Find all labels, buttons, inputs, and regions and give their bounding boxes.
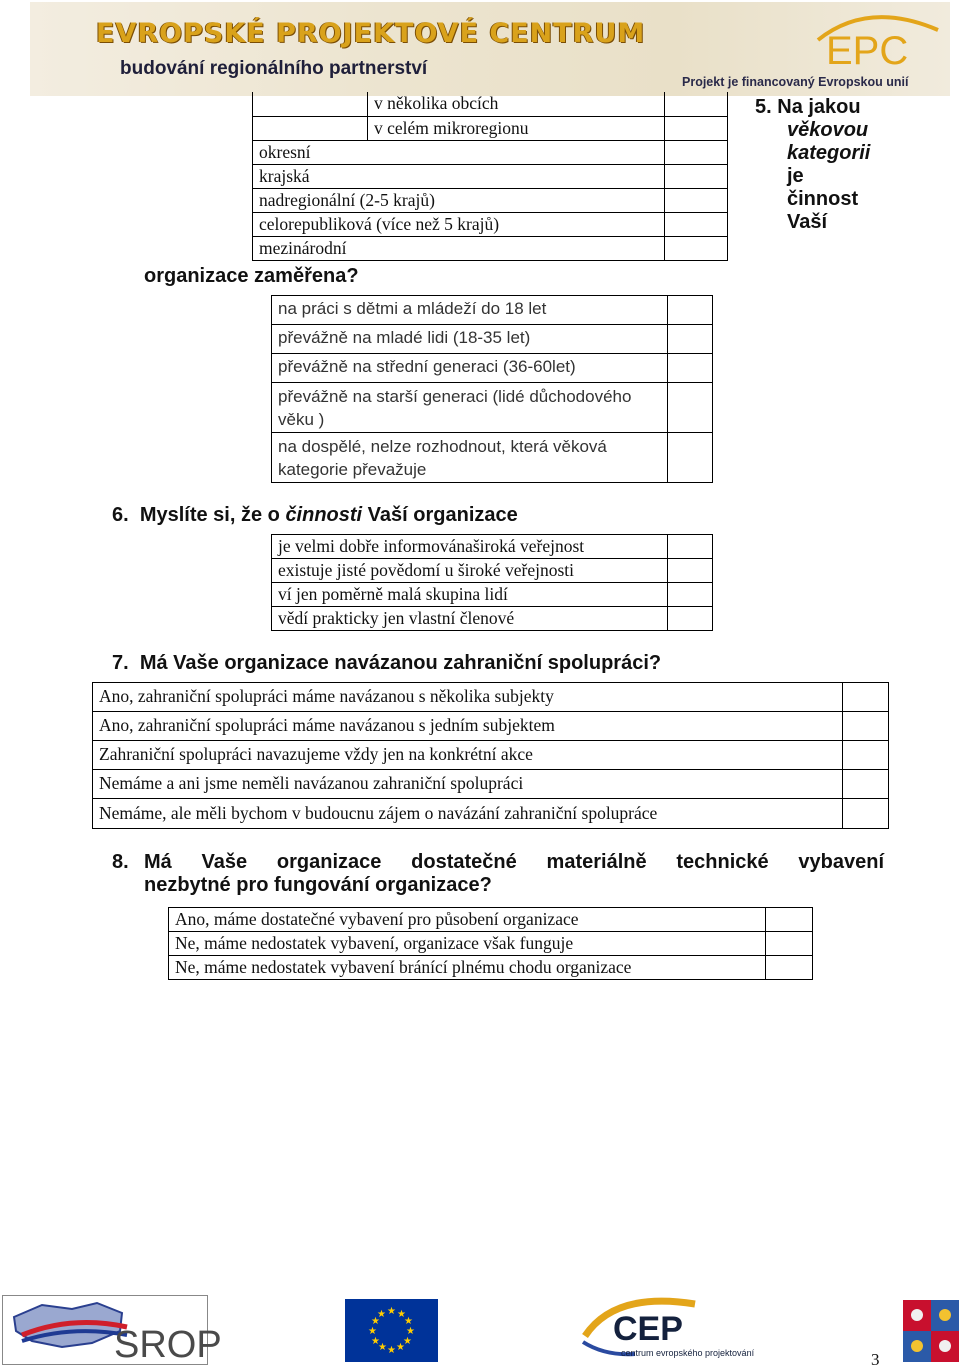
srop-logo [2,1295,222,1366]
q4-checkbox[interactable] [665,164,728,188]
q7-option: Nemáme, ale měli bychom v budoucnu zájem o navázání zahraniční spolupráce [93,799,843,829]
project-note: Projekt je financovaný Evropskou unií [682,75,909,89]
svg-text:★: ★ [403,1336,412,1347]
q5-word: Vaší [787,211,828,233]
q6-text: Vaší organizace [367,504,518,526]
q5-heading-continued: organizace zaměřena? [144,265,359,287]
q4-checkbox[interactable] [665,92,728,116]
q4-checkbox[interactable] [665,236,728,260]
q7-checkbox[interactable] [843,683,889,712]
q6-checkbox[interactable] [667,583,712,607]
q6-heading [112,504,518,527]
q6-checkbox[interactable] [667,559,712,583]
q6-text: Myslíte si, že o [139,504,280,526]
q5-word: Na jakou [777,96,861,118]
epc-logo-text: EPC [826,29,909,73]
q4-option: mezinárodní [253,236,665,260]
cep-logo-text: CEP [613,1310,683,1348]
q8-options-table [168,907,813,980]
q5-word: věkovou [787,119,869,141]
q6-checkbox[interactable] [667,607,712,631]
q4-checkbox[interactable] [665,212,728,236]
q5-checkbox[interactable] [667,433,712,483]
q4-top-option: v několika obcích [368,92,665,116]
q5-options-table [271,295,713,483]
q8-checkbox[interactable] [766,932,813,956]
banner-subtitle: budování regionálního partnerství [120,58,428,79]
q5-word: činnost [787,188,859,210]
svg-text:★: ★ [378,1342,387,1353]
q8-option: Ne, máme nedostatek vybavení, organizace však funguje [169,932,766,956]
cep-logo [575,1296,770,1362]
q6-number: 6. [112,504,129,526]
q7-checkbox[interactable] [843,712,889,741]
srop-logo-text: SROP [114,1324,222,1366]
q7-checkbox[interactable] [843,770,889,799]
q5-checkbox[interactable] [667,325,712,354]
q7-option: Ano, zahraniční spolupráci máme navázanou s jedním subjektem [93,712,843,741]
q6-option: vědí prakticky jen vlastní členové [272,607,668,631]
q8-option: Ano, máme dostatečné vybavení pro působení organizace [169,908,766,932]
q5-word: je [787,165,804,187]
q4-option: celorepubliková (více než 5 krajů) [253,212,665,236]
q8-number: 8. [112,851,129,873]
header-banner [30,2,950,96]
q8-text-line1: Má Vaše organizace dostatečné materiálně technické vybavení [144,851,884,873]
svg-text:★: ★ [368,1326,377,1337]
q6-checkbox[interactable] [667,535,712,559]
svg-text:★: ★ [406,1326,415,1337]
q4-blank-cell [253,92,368,116]
q8-text-line2: nezbytné pro fungování organizace? [144,874,492,896]
q4-option: nadregionální (2-5 krajů) [253,188,665,212]
q5-word: kategorii [787,142,871,164]
q5-number: 5. [755,96,772,118]
q5-option: na dospělé, nelze rozhodnout, která věková kategorie převažuje [272,433,668,483]
q5-option: převážně na střední generaci (36-60let) [272,354,668,383]
q5-option: převážně na starší generaci (lidé důchodového věku ) [272,383,668,433]
q5-heading [755,96,895,234]
cep-logo-subtitle: centrum evropského projektování [621,1348,755,1358]
q4-table [252,92,728,261]
q6-options-table [271,534,713,631]
q7-option: Nemáme a ani jsme neměli navázanou zahraniční spolupráci [93,770,843,799]
svg-text:★: ★ [404,1316,413,1327]
q4-blank-cell [253,116,368,140]
q4-checkbox[interactable] [665,188,728,212]
q8-checkbox[interactable] [766,908,813,932]
q7-options-table [92,682,889,829]
q8-heading [112,851,884,897]
q7-checkbox[interactable] [843,799,889,829]
q8-option: Ne, máme nedostatek vybavení bránící plnému chodu organizace [169,956,766,980]
q6-text-italic: činnosti [285,504,363,526]
q6-option: existuje jisté povědomí u široké veřejnosti [272,559,668,583]
q7-option: Zahraniční spolupráci navazujeme vždy jen na konkrétní akce [93,741,843,770]
q4-option: okresní [253,140,665,164]
banner-title: EVROPSKÉ PROJEKTOVÉ CENTRUM [96,18,646,49]
regional-coat-of-arms-logo [903,1300,959,1362]
q5-checkbox[interactable] [667,354,712,383]
q7-number: 7. [112,652,129,674]
svg-text:★: ★ [387,1306,396,1317]
q8-checkbox[interactable] [766,956,813,980]
q6-option: ví jen poměrně malá skupina lidí [272,583,668,607]
eu-flag-logo [345,1299,438,1362]
q7-heading [112,652,661,675]
svg-text:★: ★ [377,1309,386,1320]
svg-text:★: ★ [371,1336,380,1347]
q5-option: převážně na mladé lidi (18-35 let) [272,325,668,354]
page-number: 3 [871,1350,880,1369]
q4-option: krajská [253,164,665,188]
q4-checkbox[interactable] [665,116,728,140]
q7-checkbox[interactable] [843,741,889,770]
q4-checkbox[interactable] [665,140,728,164]
q5-option: na práci s dětmi a mládeží do 18 let [272,296,668,325]
svg-text:★: ★ [371,1316,380,1327]
svg-text:★: ★ [387,1345,396,1356]
q5-checkbox[interactable] [667,383,712,433]
q6-option: je velmi dobře informovánaširoká veřejnost [272,535,668,559]
q5-checkbox[interactable] [667,296,712,325]
q4-top-option: v celém mikroregionu [368,116,665,140]
svg-text:★: ★ [397,1309,406,1320]
q7-text: Má Vaše organizace navázanou zahraniční spolupráci? [139,652,662,674]
q7-option: Ano, zahraniční spolupráci máme navázanou s několika subjekty [93,683,843,712]
epc-logo [808,10,948,73]
svg-text:★: ★ [396,1342,405,1353]
